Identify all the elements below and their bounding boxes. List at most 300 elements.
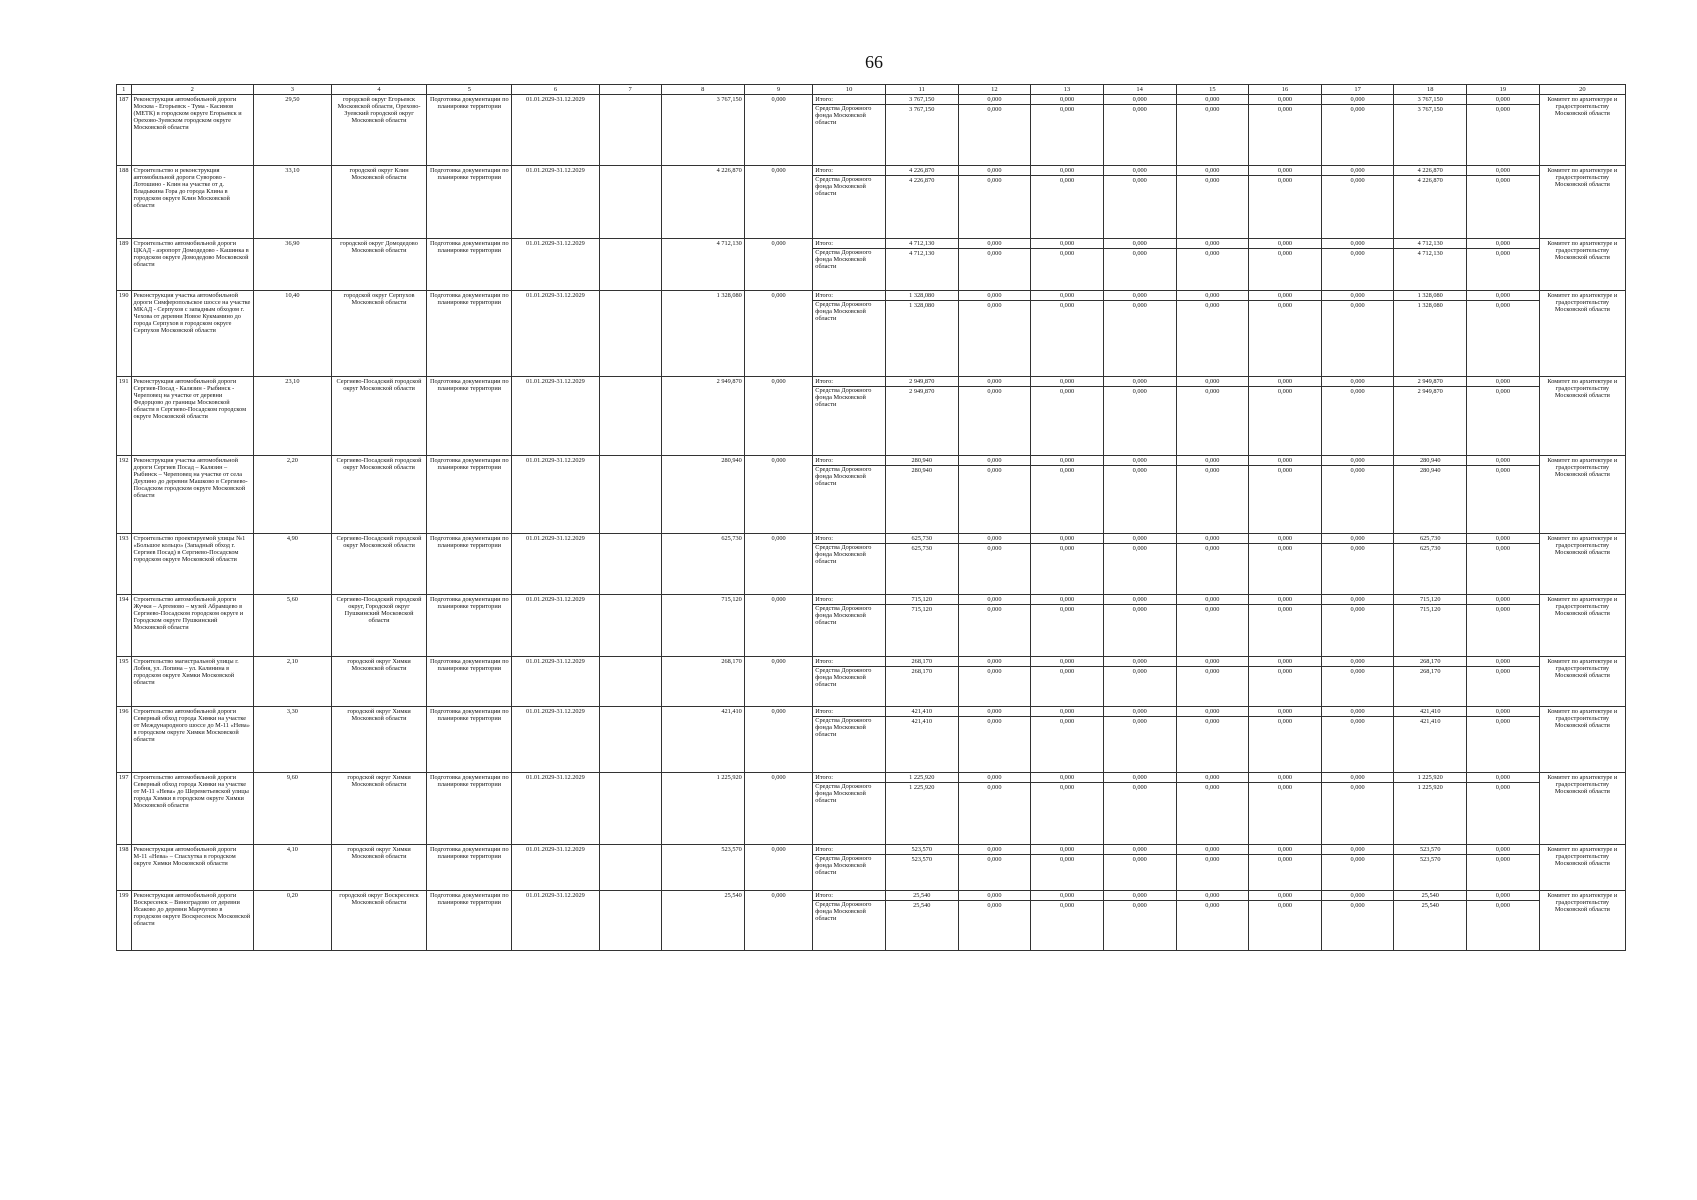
amount-col-17 — [1321, 773, 1394, 845]
table-row — [117, 534, 1626, 595]
amount-total: 0,000 — [1031, 534, 1103, 544]
period: 01.01.2029-31.12.2029 — [512, 657, 599, 707]
row-number: 192 — [117, 456, 132, 534]
amount-total: 25,540 — [1394, 891, 1466, 901]
amount-col-15 — [1176, 456, 1249, 534]
estimated-cost: 25,540 — [661, 891, 744, 951]
empty-col-7 — [599, 773, 661, 845]
amount-col-14 — [1103, 845, 1176, 891]
responsible-body: Комитет по архитектуре и градостроительству Московской области — [1539, 534, 1625, 595]
amount-total: 0,000 — [1322, 707, 1394, 717]
funding-source-cell — [813, 657, 886, 707]
amount-source: 0,000 — [1205, 388, 1220, 395]
municipality: городской округ Химки Московской области — [331, 773, 426, 845]
amount-total: 0,000 — [1249, 707, 1321, 717]
amount-col-14 — [1103, 291, 1176, 377]
column-number-18: 18 — [1394, 85, 1467, 95]
amount-source: 280,940 — [1420, 467, 1441, 474]
amount-source: 0,000 — [987, 250, 1002, 257]
road-length: 2,20 — [253, 456, 331, 534]
amount-col-11 — [885, 891, 958, 951]
amount-col-16 — [1249, 95, 1322, 166]
amount-col-13 — [1031, 291, 1104, 377]
amount-total: 0,000 — [959, 845, 1031, 855]
amount-col-17 — [1321, 377, 1394, 456]
col-9-value: 0,000 — [744, 95, 812, 166]
amount-col-11 — [885, 595, 958, 657]
amount-source: 25,540 — [913, 902, 931, 909]
amount-col-11 — [885, 845, 958, 891]
amount-col-13 — [1031, 657, 1104, 707]
municipality: Сергиево-Посадский городской округ Московской области — [331, 456, 426, 534]
amount-source: 0,000 — [1277, 302, 1293, 309]
amount-col-18 — [1394, 377, 1467, 456]
funding-source: Средства Дорожного фонда Московской области — [815, 249, 872, 271]
amount-total: 0,000 — [1249, 773, 1321, 783]
responsible-body: Комитет по архитектуре и градостроительству Московской области — [1539, 845, 1625, 891]
municipality: городской округ Клин Московской области — [331, 166, 426, 239]
object-name: Реконструкция автомобильной дороги М-11 «Нева» – Спасхутка в городском округе Химки Московской области — [131, 845, 253, 891]
amount-col-14 — [1103, 773, 1176, 845]
amount-col-16 — [1249, 377, 1322, 456]
amount-source: 268,170 — [911, 668, 932, 675]
amount-col-16 — [1249, 657, 1322, 707]
municipality: городской округ Воскресенск Московской области — [331, 891, 426, 951]
column-number-8: 8 — [661, 85, 744, 95]
amount-source: 0,000 — [1132, 784, 1147, 791]
amount-source: 0,000 — [1059, 668, 1075, 675]
estimated-cost: 268,170 — [661, 657, 744, 707]
amount-total: 0,000 — [1249, 166, 1321, 176]
amount-col-19 — [1467, 773, 1540, 845]
table-row — [117, 707, 1626, 773]
estimated-cost: 3 767,150 — [661, 95, 744, 166]
amount-col-14 — [1103, 891, 1176, 951]
amount-source: 523,570 — [1420, 856, 1441, 863]
amount-source: 0,000 — [1059, 177, 1075, 184]
amount-col-11 — [885, 291, 958, 377]
col-9-value: 0,000 — [744, 657, 812, 707]
amount-total: 0,000 — [1249, 534, 1321, 544]
column-number-5: 5 — [427, 85, 512, 95]
amount-total: 1 328,080 — [886, 291, 958, 301]
amount-total: 0,000 — [1104, 377, 1176, 387]
amount-col-17 — [1321, 166, 1394, 239]
amount-source: 0,000 — [1350, 106, 1365, 113]
estimated-cost: 280,940 — [661, 456, 744, 534]
responsible-body: Комитет по архитектуре и градостроительству Московской области — [1539, 657, 1625, 707]
amount-source: 4 712,130 — [909, 250, 935, 257]
row-number: 198 — [117, 845, 132, 891]
amount-col-18 — [1394, 239, 1467, 291]
amount-total: 0,000 — [959, 291, 1031, 301]
amount-total: 280,940 — [886, 456, 958, 466]
amount-source: 0,000 — [1277, 784, 1293, 791]
row-number: 189 — [117, 239, 132, 291]
amount-source: 715,120 — [911, 606, 932, 613]
total-label: Итого: — [813, 291, 885, 301]
column-number-15: 15 — [1176, 85, 1249, 95]
amount-col-15 — [1176, 773, 1249, 845]
funding-source-cell — [813, 773, 886, 845]
object-name: Строительство проектируемой улицы №1 «Большое кольцо» (Западный обход г. Сергиев Посад) в Сергиево-Посадском городском округе Московской области — [131, 534, 253, 595]
empty-col-7 — [599, 291, 661, 377]
estimated-cost: 1 225,920 — [661, 773, 744, 845]
work-stage: Подготовка документации по планировке территории — [427, 891, 512, 951]
amount-source: 4 226,870 — [1417, 177, 1443, 184]
amount-source: 280,940 — [911, 467, 932, 474]
funding-source-cell — [813, 239, 886, 291]
amount-col-14 — [1103, 534, 1176, 595]
amount-col-12 — [958, 377, 1031, 456]
amount-total: 0,000 — [959, 377, 1031, 387]
amount-total: 0,000 — [1467, 166, 1539, 176]
work-stage: Подготовка документации по планировке территории — [427, 534, 512, 595]
column-number-2: 2 — [131, 85, 253, 95]
amount-total: 0,000 — [1467, 377, 1539, 387]
amount-source: 0,000 — [1495, 668, 1510, 675]
total-label: Итого: — [813, 891, 885, 901]
amount-col-13 — [1031, 891, 1104, 951]
amount-total: 0,000 — [1031, 845, 1103, 855]
amount-source: 0,000 — [1132, 668, 1147, 675]
funding-source: Средства Дорожного фонда Московской области — [815, 387, 872, 409]
amount-source: 0,000 — [1059, 784, 1075, 791]
funding-source: Средства Дорожного фонда Московской области — [815, 544, 872, 566]
amount-source: 0,000 — [1277, 106, 1293, 113]
funding-source: Средства Дорожного фонда Московской области — [815, 466, 872, 488]
amount-col-12 — [958, 845, 1031, 891]
work-stage: Подготовка документации по планировке территории — [427, 456, 512, 534]
amount-source: 0,000 — [1495, 388, 1510, 395]
row-number: 191 — [117, 377, 132, 456]
amount-total: 2 949,870 — [886, 377, 958, 387]
amount-col-13 — [1031, 239, 1104, 291]
amount-total: 0,000 — [1467, 891, 1539, 901]
total-label: Итого: — [813, 239, 885, 249]
row-number: 196 — [117, 707, 132, 773]
amount-source: 0,000 — [1350, 177, 1365, 184]
amount-col-16 — [1249, 845, 1322, 891]
total-label: Итого: — [813, 95, 885, 105]
amount-source: 0,000 — [1277, 250, 1293, 257]
table-row — [117, 845, 1626, 891]
work-stage: Подготовка документации по планировке территории — [427, 377, 512, 456]
total-label: Итого: — [813, 595, 885, 605]
table-row — [117, 773, 1626, 845]
amount-total: 0,000 — [1249, 456, 1321, 466]
amount-total: 0,000 — [959, 456, 1031, 466]
amount-total: 0,000 — [1322, 657, 1394, 667]
amount-source: 0,000 — [1350, 606, 1365, 613]
amount-total: 0,000 — [1177, 891, 1249, 901]
municipality: городской округ Химки Московской области — [331, 657, 426, 707]
amount-source: 0,000 — [1495, 856, 1510, 863]
amount-total: 0,000 — [959, 773, 1031, 783]
amount-source: 0,000 — [987, 545, 1002, 552]
amount-source: 0,000 — [1059, 718, 1075, 725]
funding-source-cell — [813, 456, 886, 534]
amount-col-19 — [1467, 534, 1540, 595]
municipality: Сергиево-Посадский городской округ Московской области — [331, 377, 426, 456]
amount-col-18 — [1394, 166, 1467, 239]
amount-total: 0,000 — [1322, 845, 1394, 855]
amount-total: 0,000 — [1322, 773, 1394, 783]
col-9-value: 0,000 — [744, 166, 812, 239]
municipality: городской округ Домодедово Московской области — [331, 239, 426, 291]
amount-source: 0,000 — [1350, 718, 1365, 725]
row-number: 197 — [117, 773, 132, 845]
amount-source: 1 328,080 — [909, 302, 935, 309]
amount-total: 0,000 — [1322, 95, 1394, 105]
amount-col-15 — [1176, 95, 1249, 166]
amount-source: 2 949,870 — [1417, 388, 1443, 395]
amount-col-15 — [1176, 377, 1249, 456]
funding-source-cell — [813, 291, 886, 377]
amount-source: 0,000 — [1132, 718, 1147, 725]
amount-total: 0,000 — [1249, 291, 1321, 301]
amount-source: 0,000 — [1350, 668, 1365, 675]
amount-col-12 — [958, 707, 1031, 773]
total-label: Итого: — [813, 534, 885, 544]
period: 01.01.2029-31.12.2029 — [512, 595, 599, 657]
amount-col-12 — [958, 239, 1031, 291]
road-length: 9,60 — [253, 773, 331, 845]
amount-total: 280,940 — [1394, 456, 1466, 466]
estimated-cost: 4 226,870 — [661, 166, 744, 239]
empty-col-7 — [599, 534, 661, 595]
road-length: 3,30 — [253, 707, 331, 773]
amount-total: 715,120 — [1394, 595, 1466, 605]
amount-total: 0,000 — [1177, 456, 1249, 466]
amount-col-19 — [1467, 456, 1540, 534]
amount-col-19 — [1467, 707, 1540, 773]
amount-total: 0,000 — [1467, 595, 1539, 605]
amount-source: 0,000 — [1059, 388, 1075, 395]
work-stage: Подготовка документации по планировке территории — [427, 657, 512, 707]
amount-source: 0,000 — [987, 302, 1002, 309]
amount-total: 0,000 — [1467, 773, 1539, 783]
road-length: 0,20 — [253, 891, 331, 951]
funding-source-cell — [813, 707, 886, 773]
total-label: Итого: — [813, 773, 885, 783]
col-9-value: 0,000 — [744, 595, 812, 657]
table-row — [117, 456, 1626, 534]
amount-total: 0,000 — [1104, 657, 1176, 667]
amount-total: 0,000 — [1031, 456, 1103, 466]
amount-source: 0,000 — [1059, 467, 1075, 474]
amount-total: 0,000 — [1031, 891, 1103, 901]
row-number: 194 — [117, 595, 132, 657]
work-stage: Подготовка документации по планировке территории — [427, 845, 512, 891]
amount-source: 0,000 — [1277, 902, 1293, 909]
amount-col-19 — [1467, 845, 1540, 891]
page-number: 66 — [865, 52, 883, 72]
amount-total: 0,000 — [1104, 239, 1176, 249]
amount-source: 1 225,920 — [1417, 784, 1443, 791]
work-stage: Подготовка документации по планировке территории — [427, 291, 512, 377]
amount-source: 0,000 — [1205, 302, 1220, 309]
work-stage: Подготовка документации по планировке территории — [427, 595, 512, 657]
amount-source: 0,000 — [1277, 467, 1293, 474]
amount-total: 0,000 — [1104, 845, 1176, 855]
row-number: 195 — [117, 657, 132, 707]
col-9-value: 0,000 — [744, 845, 812, 891]
amount-col-17 — [1321, 456, 1394, 534]
amount-col-16 — [1249, 595, 1322, 657]
amount-total: 0,000 — [1322, 239, 1394, 249]
amount-col-14 — [1103, 595, 1176, 657]
amount-source: 0,000 — [1205, 606, 1220, 613]
amount-source: 0,000 — [1350, 467, 1365, 474]
table-row — [117, 595, 1626, 657]
estimated-cost: 1 328,080 — [661, 291, 744, 377]
object-name: Строительство автомобильной дороги Северный обход города Химки на участке от М-11 «Нева» до Шереметьевской улицы города Химки в городском округе Химки Московской области — [131, 773, 253, 845]
amount-col-14 — [1103, 166, 1176, 239]
object-name: Строительство автомобильной дороги Жучки – Артемово – музей Абрамцево в Сергиево-Посадском городском округе и Городском округе Пушкинский Московской области — [131, 595, 253, 657]
row-number: 199 — [117, 891, 132, 951]
row-number: 190 — [117, 291, 132, 377]
road-length: 10,40 — [253, 291, 331, 377]
amount-col-19 — [1467, 95, 1540, 166]
amount-source: 0,000 — [1350, 856, 1365, 863]
responsible-body: Комитет по архитектуре и градостроительству Московской области — [1539, 291, 1625, 377]
amount-total: 0,000 — [1177, 773, 1249, 783]
amount-total: 0,000 — [1177, 95, 1249, 105]
amount-total: 0,000 — [1104, 456, 1176, 466]
amount-total: 0,000 — [1249, 891, 1321, 901]
amount-source: 0,000 — [987, 177, 1002, 184]
amount-col-12 — [958, 456, 1031, 534]
funding-source: Средства Дорожного фонда Московской области — [815, 605, 872, 627]
amount-col-15 — [1176, 657, 1249, 707]
amount-total: 0,000 — [959, 239, 1031, 249]
column-number-17: 17 — [1321, 85, 1394, 95]
funding-source-cell — [813, 377, 886, 456]
amount-total: 0,000 — [1104, 291, 1176, 301]
amount-source: 4 712,130 — [1417, 250, 1443, 257]
amount-total: 0,000 — [1031, 773, 1103, 783]
estimated-cost: 421,410 — [661, 707, 744, 773]
amount-total: 0,000 — [1249, 845, 1321, 855]
amount-source: 0,000 — [987, 467, 1002, 474]
road-length: 4,10 — [253, 845, 331, 891]
amount-col-14 — [1103, 239, 1176, 291]
table-row — [117, 291, 1626, 377]
amount-source: 0,000 — [1495, 106, 1510, 113]
amount-col-19 — [1467, 377, 1540, 456]
amount-source: 0,000 — [987, 718, 1002, 725]
col-9-value: 0,000 — [744, 291, 812, 377]
amount-total: 0,000 — [1104, 891, 1176, 901]
amount-col-12 — [958, 773, 1031, 845]
responsible-body: Комитет по архитектуре и градостроительству Московской области — [1539, 456, 1625, 534]
object-name: Реконструкция автомобильной дороги Воскресенск – Виноградово от деревни Исаково до деревни Марчугово в городском округе Воскресенск Московской области — [131, 891, 253, 951]
amount-source: 0,000 — [1495, 545, 1510, 552]
period: 01.01.2029-31.12.2029 — [512, 239, 599, 291]
column-number-16: 16 — [1249, 85, 1322, 95]
amount-source: 0,000 — [987, 388, 1002, 395]
amount-source: 2 949,870 — [909, 388, 935, 395]
amount-col-19 — [1467, 657, 1540, 707]
funding-source: Средства Дорожного фонда Московской области — [815, 176, 872, 198]
funding-source: Средства Дорожного фонда Московской области — [815, 855, 872, 877]
amount-col-15 — [1176, 166, 1249, 239]
amount-source: 0,000 — [1132, 106, 1147, 113]
amount-col-16 — [1249, 891, 1322, 951]
amount-col-11 — [885, 707, 958, 773]
column-number-19: 19 — [1467, 85, 1540, 95]
responsible-body: Комитет по архитектуре и градостроительству Московской области — [1539, 707, 1625, 773]
empty-col-7 — [599, 166, 661, 239]
amount-total: 4 226,870 — [886, 166, 958, 176]
amount-total: 0,000 — [1467, 291, 1539, 301]
funding-source-cell — [813, 891, 886, 951]
work-stage: Подготовка документации по планировке территории — [427, 773, 512, 845]
table-row — [117, 166, 1626, 239]
amount-total: 0,000 — [1104, 707, 1176, 717]
amount-col-13 — [1031, 95, 1104, 166]
amount-source: 421,410 — [911, 718, 932, 725]
amount-total: 0,000 — [1104, 95, 1176, 105]
amount-source: 0,000 — [1495, 467, 1510, 474]
road-length: 5,60 — [253, 595, 331, 657]
column-number-9: 9 — [744, 85, 812, 95]
work-stage: Подготовка документации по планировке территории — [427, 239, 512, 291]
amount-col-16 — [1249, 456, 1322, 534]
amount-col-16 — [1249, 773, 1322, 845]
period: 01.01.2029-31.12.2029 — [512, 95, 599, 166]
amount-source: 0,000 — [1205, 856, 1220, 863]
funding-source-cell — [813, 166, 886, 239]
amount-col-12 — [958, 166, 1031, 239]
amount-total: 0,000 — [1322, 377, 1394, 387]
amount-source: 0,000 — [987, 784, 1002, 791]
amount-total: 0,000 — [1322, 291, 1394, 301]
amount-col-11 — [885, 534, 958, 595]
amount-source: 0,000 — [1205, 784, 1220, 791]
amount-source: 0,000 — [1132, 388, 1147, 395]
row-number: 193 — [117, 534, 132, 595]
responsible-body: Комитет по архитектуре и градостроительству Московской области — [1539, 891, 1625, 951]
amount-col-12 — [958, 595, 1031, 657]
funding-source-cell — [813, 845, 886, 891]
amount-total: 0,000 — [1031, 595, 1103, 605]
table-row — [117, 239, 1626, 291]
funding-source: Средства Дорожного фонда Московской области — [815, 105, 872, 127]
road-length: 4,90 — [253, 534, 331, 595]
amount-source: 0,000 — [1205, 545, 1220, 552]
object-name: Строительство и реконструкция автомобильной дороги Суворово - Лотошино - Клин на участке от д. Владыкина Гора до города Клина в городском округе Клин Московской области — [131, 166, 253, 239]
amount-total: 268,170 — [1394, 657, 1466, 667]
estimated-cost: 625,730 — [661, 534, 744, 595]
amount-total: 3 767,150 — [1394, 95, 1466, 105]
amount-total: 0,000 — [1177, 534, 1249, 544]
object-name: Строительство автомобильной дороги Северный обход города Химки на участке от Международного шоссе до М-11 «Нева» в городском округе Химки Московской области — [131, 707, 253, 773]
amount-total: 1 225,920 — [1394, 773, 1466, 783]
amount-col-13 — [1031, 707, 1104, 773]
amount-col-18 — [1394, 773, 1467, 845]
amount-col-13 — [1031, 166, 1104, 239]
amount-total: 0,000 — [1177, 845, 1249, 855]
amount-col-16 — [1249, 166, 1322, 239]
amount-total: 0,000 — [959, 657, 1031, 667]
amount-source: 268,170 — [1420, 668, 1441, 675]
amount-col-11 — [885, 456, 958, 534]
amount-total: 0,000 — [1031, 291, 1103, 301]
amount-col-13 — [1031, 773, 1104, 845]
amount-col-12 — [958, 891, 1031, 951]
